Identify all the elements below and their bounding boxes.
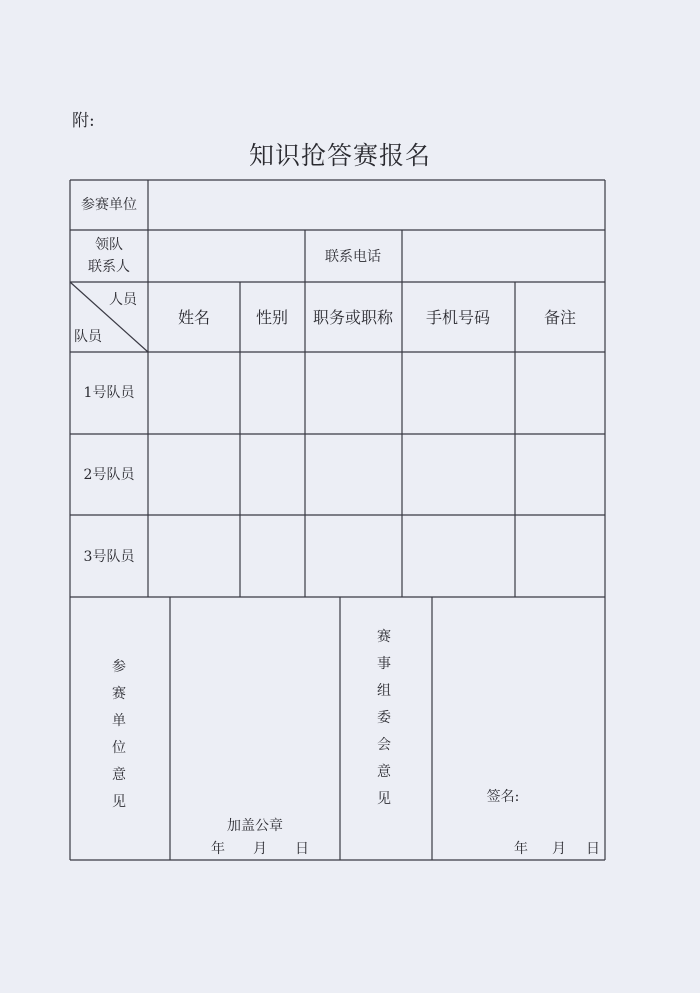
member-2-label: 2号队员 <box>83 467 135 483</box>
committee-opinion-char: 事 <box>377 656 391 672</box>
committee-opinion-field[interactable] <box>434 599 603 784</box>
unit-opinion-char: 意 <box>112 767 126 783</box>
header-title: 职务或职称 <box>312 308 394 327</box>
member-1-label: 1号队员 <box>83 385 135 401</box>
committee-opinion-char: 委 <box>377 710 391 726</box>
seal-label: 加盖公章 <box>227 818 283 834</box>
unit-opinion-char: 赛 <box>112 686 126 702</box>
committee-date-day: 日 <box>586 841 600 857</box>
committee-opinion-char: 组 <box>377 683 391 699</box>
unit-opinion-char: 参 <box>112 659 126 675</box>
unit-opinion-field[interactable] <box>172 599 338 809</box>
unit-opinion-char: 位 <box>112 740 126 756</box>
unit-opinion-label <box>109 654 129 816</box>
header-remarks: 备注 <box>543 308 577 327</box>
phone-field[interactable] <box>404 232 603 280</box>
unit-label: 参赛单位 <box>81 197 137 213</box>
leader-label-line1: 领队 <box>95 237 123 253</box>
header-gender: 性别 <box>255 308 289 327</box>
committee-opinion-label <box>374 624 394 813</box>
unit-field[interactable] <box>150 182 603 228</box>
unit-date-month: 月 <box>253 841 267 857</box>
committee-opinion-char: 见 <box>377 791 391 807</box>
committee-opinion-char: 赛 <box>377 629 391 645</box>
header-name: 姓名 <box>177 308 211 327</box>
attachment-label: 附: <box>72 111 95 131</box>
diagonal-top-label: 人员 <box>109 292 137 308</box>
page-title: 知识抢答赛报名 <box>248 141 431 170</box>
header-mobile: 手机号码 <box>425 308 491 327</box>
unit-date-day: 日 <box>295 841 309 857</box>
committee-date-month: 月 <box>552 841 566 857</box>
committee-opinion-char: 会 <box>377 737 391 753</box>
unit-opinion-char: 见 <box>112 794 126 810</box>
leader-field[interactable] <box>150 232 303 280</box>
member-3-label: 3号队员 <box>83 549 135 565</box>
unit-date-year: 年 <box>211 841 225 857</box>
committee-opinion-char: 意 <box>377 764 391 780</box>
diagonal-bottom-label: 队员 <box>74 329 102 345</box>
leader-label-line2: 联系人 <box>88 259 130 275</box>
unit-opinion-char: 单 <box>112 713 126 729</box>
phone-label: 联系电话 <box>325 249 381 265</box>
signature-label: 签名: <box>486 789 520 805</box>
committee-date-year: 年 <box>514 841 528 857</box>
